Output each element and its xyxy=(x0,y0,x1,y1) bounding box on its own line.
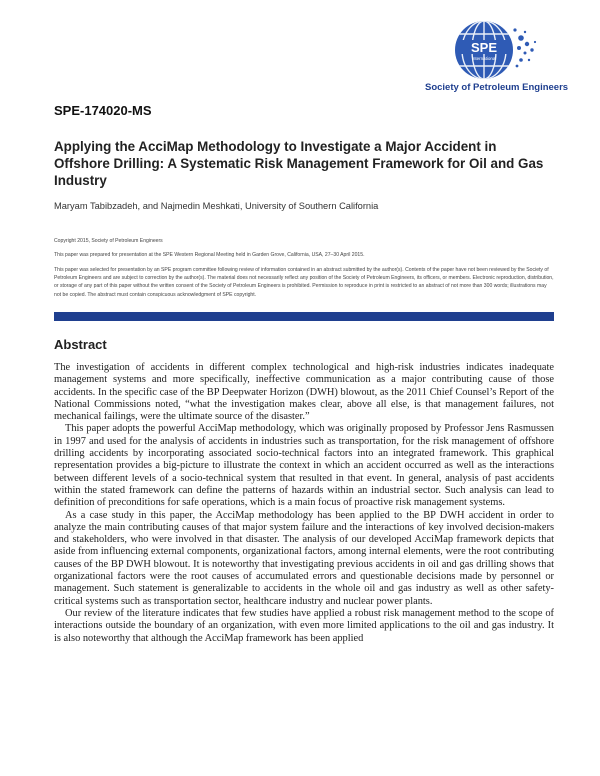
paper-title: Applying the AcciMap Methodology to Investigate a Major Accident in Offshore Drilling: A Systematic Risk Management Framework for Oil and Gas Industry xyxy=(54,139,544,188)
abstract-paragraph: As a case study in this paper, the AcciMap methodology has been applied to the BP DWH accident in order to analyze the main contributing causes of that major system failure and the interactions of key involved decision-makers and stakeholders, who were involved in that disaster. The analysis of our developed AcciMap framework depicts that aside from influencing external components, organizational factors, among internal elements, were the root contributing causes of the BP DWH blowout. It is noteworthy that investigating previous accidents in oil and gas drilling shows that organizational factors were the root causes of accumulated errors and questionable decisions made by personnel or management. Such statement is generalizable to accidents in the whole oil and gas industry as well as other safety-critical systems such as transportation sector, healthcare industry and nuclear power plants. xyxy=(54,509,554,607)
abstract-heading: Abstract xyxy=(54,337,107,352)
society-name: Society of Petroleum Engineers xyxy=(425,82,569,93)
abstract-paragraph: The investigation of accidents in different complex technological and high-risk industries indicates inadequate management systems and more specifically, ineffective communication as a major contributing cause of those accidents. In the specific case of the BP Deepwater Horizon (DWH) blowout, as the 2011 Chief Counsel’s Report of the National Commissions noted, “what the investigation makes clear, above all else, is that management failures, not mechanical failings, were the ultimate source of the disaster.” xyxy=(54,362,554,423)
paper-id: SPE-174020-MS xyxy=(54,103,152,118)
copyright-notice: Copyright 2015, Society of Petroleum Engineers xyxy=(54,238,163,244)
abstract-paragraph: This paper adopts the powerful AcciMap methodology, which was originally proposed by Professor Jens Rasmussen in 1997 and used for the analysis of accidents in industries such as transportation, for the risk management of offshore drilling accidents by incorporating associated socio-technical factors into an integrated framework. This graphical representation provides a big-picture to illustrate the context in which an accident occurred as well as the interactions between different levels of a socio-technical system that resulted in that event. In general, analysis of past accidents within the stated framework can define the patterns of hazards within an industrial sector. Such analysis can lead to definition of preconditions for safe operations, which is a main focus of proactive risk management systems. xyxy=(54,423,554,509)
section-divider xyxy=(54,312,554,321)
presentation-note: This paper was prepared for presentation at the SPE Western Regional Meeting held in Garden Grove, California, USA, 27–30 April 2015. xyxy=(54,252,365,258)
abstract-body xyxy=(54,362,554,645)
spe-logo xyxy=(425,20,569,98)
abstract-paragraph: Our review of the literature indicates that few studies have applied a robust risk management method to the scope of interactions outside the boundary of an organization, with even more limited applications to the oil and gas industry. It is also noteworthy that although the AcciMap framework has been applied xyxy=(54,607,554,644)
svg-text:International: International xyxy=(471,56,497,61)
authors: Maryam Tabibzadeh, and Najmedin Meshkati, University of Southern California xyxy=(54,201,379,211)
svg-text:SPE: SPE xyxy=(470,40,498,55)
globe-icon xyxy=(441,20,541,80)
disclaimer: This paper was selected for presentation by an SPE program committee following review of information contained in an abstract submitted by the author(s). Contents of the paper have not been reviewed by the Society of Petroleum Engineers and are subject to correction by the author(s). The material does not necessarily reflect any position of the Society of Petroleum Engineers, its officers, or members. Electronic reproduction, distribution, or storage of any part of this paper without the written consent of the Society of Petroleum Engineers is prohibited. Permission to reproduce in print is restricted to an abstract of not more than 300 words; illustrations may not be copied. The abstract must contain conspicuous acknowledgment of SPE copyright. xyxy=(54,267,554,298)
